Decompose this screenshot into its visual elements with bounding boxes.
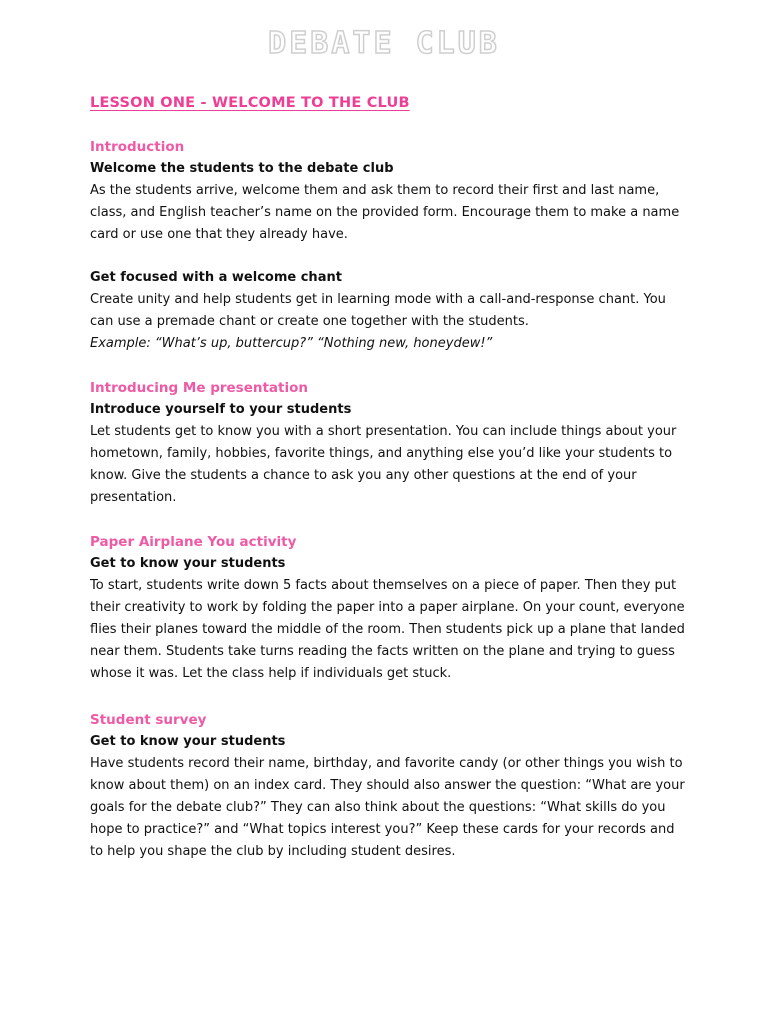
paragraph: To start, students write down 5 facts about themselves on a piece of paper. Then they put their creativity to work by folding the paper into a paper airplane. On your count, everyone flies their planes toward the middle of the room. Then students pick up a plane that landed near them. Students take turns reading the facts written on the plane and trying to guess whose it was. Let the class help if individuals get stuck. (90, 578, 685, 681)
sub-heading: Get to know your students (90, 734, 286, 749)
document-body (90, 92, 690, 863)
spacer (90, 509, 690, 531)
spacer (90, 685, 690, 709)
section-heading: Student survey (90, 712, 207, 728)
spacer (90, 355, 690, 377)
section-introduction (90, 136, 690, 355)
lesson-title: LESSON ONE - WELCOME TO THE CLUB (90, 95, 410, 111)
section-introducing-me (90, 377, 690, 509)
document-title: DEBATE CLUB (268, 26, 500, 61)
sub-heading: Welcome the students to the debate club (90, 161, 394, 176)
sub-heading: Introduce yourself to your students (90, 402, 352, 417)
paragraph: Create unity and help students get in learning mode with a call-and-response chant. You can use a premade chant or create one together with the students. (90, 292, 666, 329)
paragraph: Have students record their name, birthday, and favorite candy (or other things you wish to know about them) on an index card. They should also answer the question: “What are your goals for the debate club?” They can also think about the questions: “What skills do you hope to practice?” and “What topics interest you?” Keep these cards for your records and to help you shape the club by including student desires. (90, 756, 685, 859)
paragraph: As the students arrive, welcome them and ask them to record their first and last name, class, and English teacher’s name on the provided form. Encourage them to make a name card or use one that they already have. (90, 183, 680, 242)
section-paper-airplane (90, 531, 690, 685)
paragraph: Let students get to know you with a short presentation. You can include things about your hometown, family, hobbies, favorite things, and anything else you’d like your students to know. Give the students a chance to ask you any other questions at the end of your presentation. (90, 424, 677, 505)
sub-heading: Get to know your students (90, 556, 286, 571)
section-student-survey (90, 709, 690, 863)
sub-heading: Get focused with a welcome chant (90, 270, 342, 285)
spacer (90, 246, 690, 267)
section-heading: Introduction (90, 139, 185, 155)
spacer (90, 114, 690, 136)
section-heading: Paper Airplane You activity (90, 534, 297, 550)
example-text: Example: “What’s up, buttercup?” “Nothing new, honeydew!” (90, 336, 493, 351)
section-heading: Introducing Me presentation (90, 380, 308, 396)
